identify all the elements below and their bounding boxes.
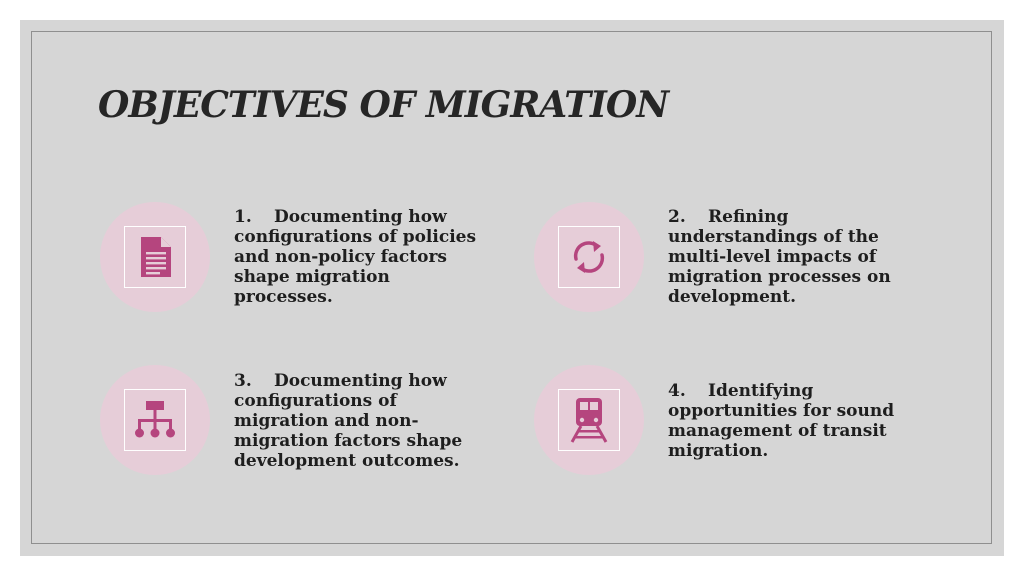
page-title: OBJECTIVES OF MIGRATION bbox=[98, 84, 669, 126]
document-icon bbox=[135, 235, 175, 279]
objective-1 bbox=[234, 207, 494, 307]
icon-frame-1 bbox=[124, 226, 186, 288]
hierarchy-icon bbox=[131, 398, 179, 442]
objective-3 bbox=[234, 371, 494, 471]
icon-frame-3 bbox=[124, 389, 186, 451]
icon-frame-4 bbox=[558, 389, 620, 451]
refresh-icon bbox=[567, 235, 611, 279]
objective-4 bbox=[668, 381, 928, 461]
train-icon bbox=[567, 396, 611, 444]
objective-text: Documenting how configurations of migration and non-migration factors shape development outcomes. bbox=[234, 371, 463, 471]
objective-number: 2. bbox=[668, 207, 686, 227]
objective-number: 1. bbox=[234, 207, 252, 227]
objective-number: 4. bbox=[668, 381, 686, 401]
objective-number: 3. bbox=[234, 371, 252, 391]
objective-2 bbox=[668, 207, 928, 307]
objective-text: Refining understandings of the multi-level impacts of migration processes on development. bbox=[668, 207, 891, 307]
objective-text: Identifying opportunities for sound management of transit migration. bbox=[668, 381, 895, 461]
objective-text: Documenting how configurations of policies and non-policy factors shape migration processes. bbox=[234, 207, 477, 307]
icon-frame-2 bbox=[558, 226, 620, 288]
